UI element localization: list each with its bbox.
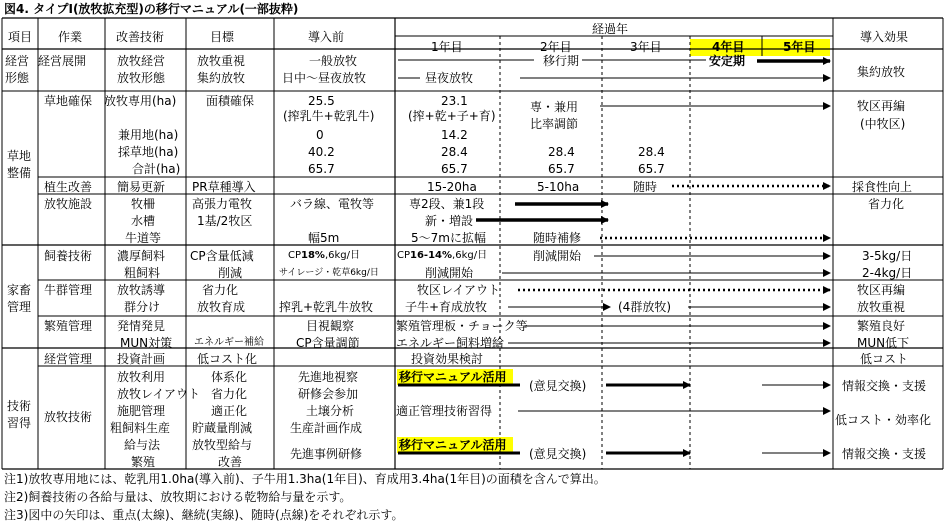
- cell-y1-chuuya: 昼夜放牧: [425, 71, 474, 85]
- cell-effect-soshiryou: 2-4kg/日: [862, 266, 913, 280]
- cell-y1-hanshoku: 繁殖管理板・チョーク等: [396, 319, 528, 333]
- cell-work-houboku-gijutsu: 放牧技術: [44, 410, 93, 424]
- cell-before-kenyou: 0: [316, 128, 324, 142]
- cell-y2-hiritsu: 比率調節: [530, 117, 579, 131]
- header-year5: 5年目: [783, 40, 816, 54]
- cell-target-kyuuyo-kata: 放牧型給与: [192, 438, 253, 452]
- header-technique: 改善技術: [116, 30, 165, 44]
- cell-y1-goukei: 65.7: [441, 162, 468, 176]
- cell-item-gijutsu-2: 習得: [7, 416, 32, 430]
- cell-target-houboku-juushi: 放牧重視: [197, 54, 246, 68]
- cell-before-cp-chousetsu: CP含量調節: [296, 336, 360, 350]
- cell-effect-hanshoku: 繁殖良好: [857, 319, 906, 333]
- cell-y1-shinsetsu: 新・増設: [425, 214, 474, 228]
- cell-y1-saisou: 28.4: [441, 145, 468, 159]
- footnote-1: 注1)放牧専用地には、乾乳用1.0ha(導入前)、子牛用1.3ha(1年目)、育成用3.4ha(1年目)の面積を含んで算出。: [4, 472, 606, 486]
- cell-before-seisan-keikaku: 生産計画作成: [290, 421, 363, 435]
- cell-y1-koushin: 15-20ha: [427, 180, 477, 194]
- cell-before-silage: サイレージ・乾草6kg/日: [279, 268, 379, 278]
- cell-y1-toushi: 投資効果検討: [411, 352, 484, 366]
- cell-work-houboku-shisetsu: 放牧施設: [44, 197, 93, 211]
- cell-work-souchi-kakuho: 草地確保: [44, 94, 93, 108]
- header-year4: 4年目: [712, 40, 745, 54]
- cell-effect-joho-2: 情報交換・支援: [842, 447, 927, 461]
- cell-item-gijutsu-1: 技術: [7, 399, 32, 413]
- cell-tech-yuudou: 放牧誘導: [117, 283, 166, 297]
- cell-before-nicchu: 日中～昼夜放牧: [282, 71, 367, 85]
- cell-tech-kyuuyo: 給与法: [124, 438, 161, 452]
- cell-tech-houboku-keiei: 放牧経営: [117, 54, 166, 68]
- cell-target-shuuyaku: 集約放牧: [197, 71, 246, 85]
- cell-target-shouryoku-2: 省力化: [211, 387, 248, 401]
- cell-tech-toushi: 投資計画: [117, 352, 166, 366]
- cell-effect-shouryoku: 省力化: [868, 197, 905, 211]
- cell-work-shiyou: 飼養技術: [44, 249, 93, 263]
- cell-y2-iken-2: (意見交換): [529, 447, 587, 461]
- cell-phase-ikouki: 移行期: [543, 54, 580, 68]
- cell-work-shokusei: 植生改善: [44, 180, 93, 194]
- cell-y1-kenyou: 14.2: [441, 128, 468, 142]
- cell-target-taikeika: 体系化: [211, 370, 248, 384]
- cell-y3-saisou: 28.4: [638, 145, 665, 159]
- cell-tech-kenyouchi: 兼用地(ha): [118, 128, 179, 142]
- header-before: 導入前: [308, 30, 345, 44]
- cell-work-gyuugun: 牛群管理: [44, 283, 93, 297]
- cell-before-cp: CP18%,6kg/日: [288, 250, 361, 261]
- cell-effect-lowcost-kouritsu: 低コスト・効率化: [835, 413, 932, 427]
- cell-tech-gyuudou: 牛道等: [125, 231, 162, 245]
- cell-target-lowcost: 低コスト化: [197, 352, 258, 366]
- cell-tech-soshiryou: 粗飼料: [124, 266, 161, 280]
- cell-target-mizuoke: 1基/2牧区: [197, 214, 253, 228]
- header-work: 作業: [58, 30, 83, 44]
- cell-tech-hatsujou: 発情発見: [117, 319, 166, 333]
- cell-tech-senyouchi: 放牧専用(ha): [104, 94, 177, 108]
- cell-effect-houboku-juushi: 放牧重視: [857, 300, 906, 314]
- cell-target-ikusei: 放牧育成: [197, 300, 246, 314]
- footnote-3: 注3)図中の矢印は、重点(太線)、継続(実線)、随時(点線)をそれぞれ示す。: [4, 508, 404, 522]
- cell-before-senshin-kenshuu: 先進事例研修: [290, 447, 363, 461]
- cell-target-sakugen: 削減: [218, 266, 243, 280]
- cell-y2-senkenyou: 専・兼用: [530, 100, 579, 114]
- cell-before-saisou: 40.2: [308, 145, 335, 159]
- cell-tech-gunwake: 群分け: [124, 300, 161, 314]
- cell-y3-zuiji: 随時: [633, 180, 658, 194]
- cell-effect-chuubokku: (中牧区): [860, 117, 906, 131]
- header-target: 目標: [210, 30, 235, 44]
- cell-item-keiei-2: 形態: [5, 71, 30, 85]
- cell-work-hanshoku: 繁殖管理: [44, 319, 93, 333]
- header-elapsed: 経過年: [592, 22, 629, 36]
- cell-item-souchi-1: 草地: [7, 149, 32, 163]
- cell-effect-noukou: 3-5kg/日: [862, 249, 913, 263]
- cell-tech-hanshoku: 繁殖: [131, 455, 156, 469]
- cell-y1-bokusaku: 専2段、兼1段: [409, 197, 485, 211]
- cell-before-senshin: 先進地視察: [298, 370, 359, 384]
- header-item: 項目: [8, 30, 33, 44]
- cell-tech-bokusaku: 牧柵: [131, 197, 156, 211]
- cell-before-dojou: 土壌分析: [306, 404, 355, 418]
- cell-tech-noukou: 濃厚飼料: [117, 249, 166, 263]
- cell-tech-layout: 放牧レイアウト: [117, 387, 201, 401]
- cell-work-keieitenkai: 経営展開: [38, 54, 87, 68]
- cell-y3-goukei: 65.7: [638, 162, 665, 176]
- cell-tech-soshiryou-seisan: 粗飼料生産: [110, 421, 171, 435]
- cell-before-senyou: 25.5: [308, 94, 335, 108]
- cell-tech-saisouchi: 採草地(ha): [118, 145, 179, 159]
- cell-item-keiei-1: 経営: [5, 54, 30, 68]
- header-year2: 2年目: [540, 40, 572, 54]
- figure-title: 図4. タイプⅠ(放牧拡充型)の移行マニュアル(一部抜粋): [4, 2, 299, 16]
- cell-before-kenshuu: 研修会参加: [298, 387, 359, 401]
- cell-y1-sakugen: 削減開始: [425, 266, 474, 280]
- header-year3: 3年目: [630, 40, 662, 54]
- cell-y1-gunwake: 子牛+育成放牧: [405, 300, 488, 314]
- cell-before-gunwake: 搾乳+乾乳牛放牧: [279, 300, 374, 314]
- header-year1: 1年目: [431, 40, 463, 54]
- cell-item-souchi-2: 整備: [7, 166, 32, 180]
- cell-y2-zuiji-hoshuu: 随時補修: [533, 231, 582, 245]
- cell-work-keiei-kanri: 経営管理: [44, 352, 93, 366]
- cell-item-kachiku-1: 家畜: [7, 283, 32, 297]
- cell-before-goukei: 65.7: [308, 162, 335, 176]
- cell-y1-gyuudou: 5～7mに拡幅: [411, 231, 486, 245]
- cell-target-chozou: 貯蔵量削減: [192, 421, 253, 435]
- cell-y1-senyou-note: (搾+乾+子+育): [408, 109, 496, 123]
- cell-tech-goukei: 合計(ha): [132, 162, 181, 176]
- cell-target-pr: PR草種導入: [192, 180, 256, 194]
- cell-tech-mun: MUN対策: [120, 336, 173, 350]
- footnote-2: 注2)飼養技術の各給与量は、放牧期における乾物給与量を示す。: [4, 490, 352, 504]
- header-effect: 導入効果: [860, 30, 909, 44]
- cell-y1-tekisei: 適正管理技術習得: [396, 404, 493, 418]
- cell-target-kaizen: 改善: [218, 455, 243, 469]
- cell-effect-saihen: 牧区再編: [857, 99, 906, 113]
- cell-target-shouryoku: 省力化: [202, 283, 239, 297]
- cell-y1-layout: 牧区レイアウト: [417, 283, 501, 297]
- cell-tech-sehi: 施肥管理: [117, 404, 166, 418]
- cell-tech-houboku-riyou: 放牧利用: [117, 370, 166, 384]
- cell-effect-shuuyaku: 集約放牧: [857, 65, 906, 79]
- cell-phase-anteiki: 安定期: [709, 54, 746, 68]
- cell-before-mokushi: 目視観察: [306, 319, 355, 333]
- cell-y2-sakugen: 削減開始: [533, 249, 582, 263]
- cell-target-koudenboku: 高張力電牧: [192, 197, 253, 211]
- cell-y2-goukei: 65.7: [548, 162, 575, 176]
- cell-before-gyuudou: 幅5m: [308, 231, 340, 245]
- cell-tech-kan-i-koushin: 簡易更新: [117, 180, 166, 194]
- cell-before-senyou-note: (搾乳牛+乾乳牛): [283, 109, 375, 123]
- cell-before-bokusaku: バラ線、電牧等: [290, 197, 375, 211]
- cell-y2-koushin: 5-10ha: [537, 180, 580, 194]
- cell-y1-cp: CP16-14%,6kg/日: [397, 250, 488, 261]
- cell-target-cp: CP含量低減: [190, 249, 254, 263]
- cell-y1-energy: エネルギー飼料増給: [396, 336, 505, 350]
- cell-y1-senyou: 23.1: [441, 94, 468, 108]
- cell-effect-layout: 牧区再編: [857, 283, 906, 297]
- cell-y3-4gun: (4群放牧): [618, 300, 671, 314]
- cell-target-menseki: 面積確保: [206, 94, 255, 108]
- cell-tech-houboku-keitai: 放牧形態: [117, 71, 166, 85]
- cell-before-ippan: 一般放牧: [309, 54, 358, 68]
- cell-effect-lowcost: 低コスト: [860, 352, 909, 366]
- cell-y2-iken-1: (意見交換): [529, 379, 587, 393]
- cell-y1-ikou-manual-1: 移行マニュアル活用: [399, 370, 507, 384]
- cell-effect-saishokusei: 採食性向上: [852, 180, 913, 194]
- cell-effect-joho-1: 情報交換・支援: [842, 379, 927, 393]
- cell-target-tekiseika: 適正化: [211, 404, 248, 418]
- cell-target-energy: エネルギー補給: [194, 337, 264, 348]
- cell-item-kachiku-2: 管理: [7, 300, 32, 314]
- cell-effect-mun: MUN低下: [857, 336, 910, 350]
- cell-y2-saisou: 28.4: [548, 145, 575, 159]
- cell-y1-ikou-manual-2: 移行マニュアル活用: [399, 438, 507, 452]
- cell-tech-mizuoke: 水槽: [131, 214, 156, 228]
